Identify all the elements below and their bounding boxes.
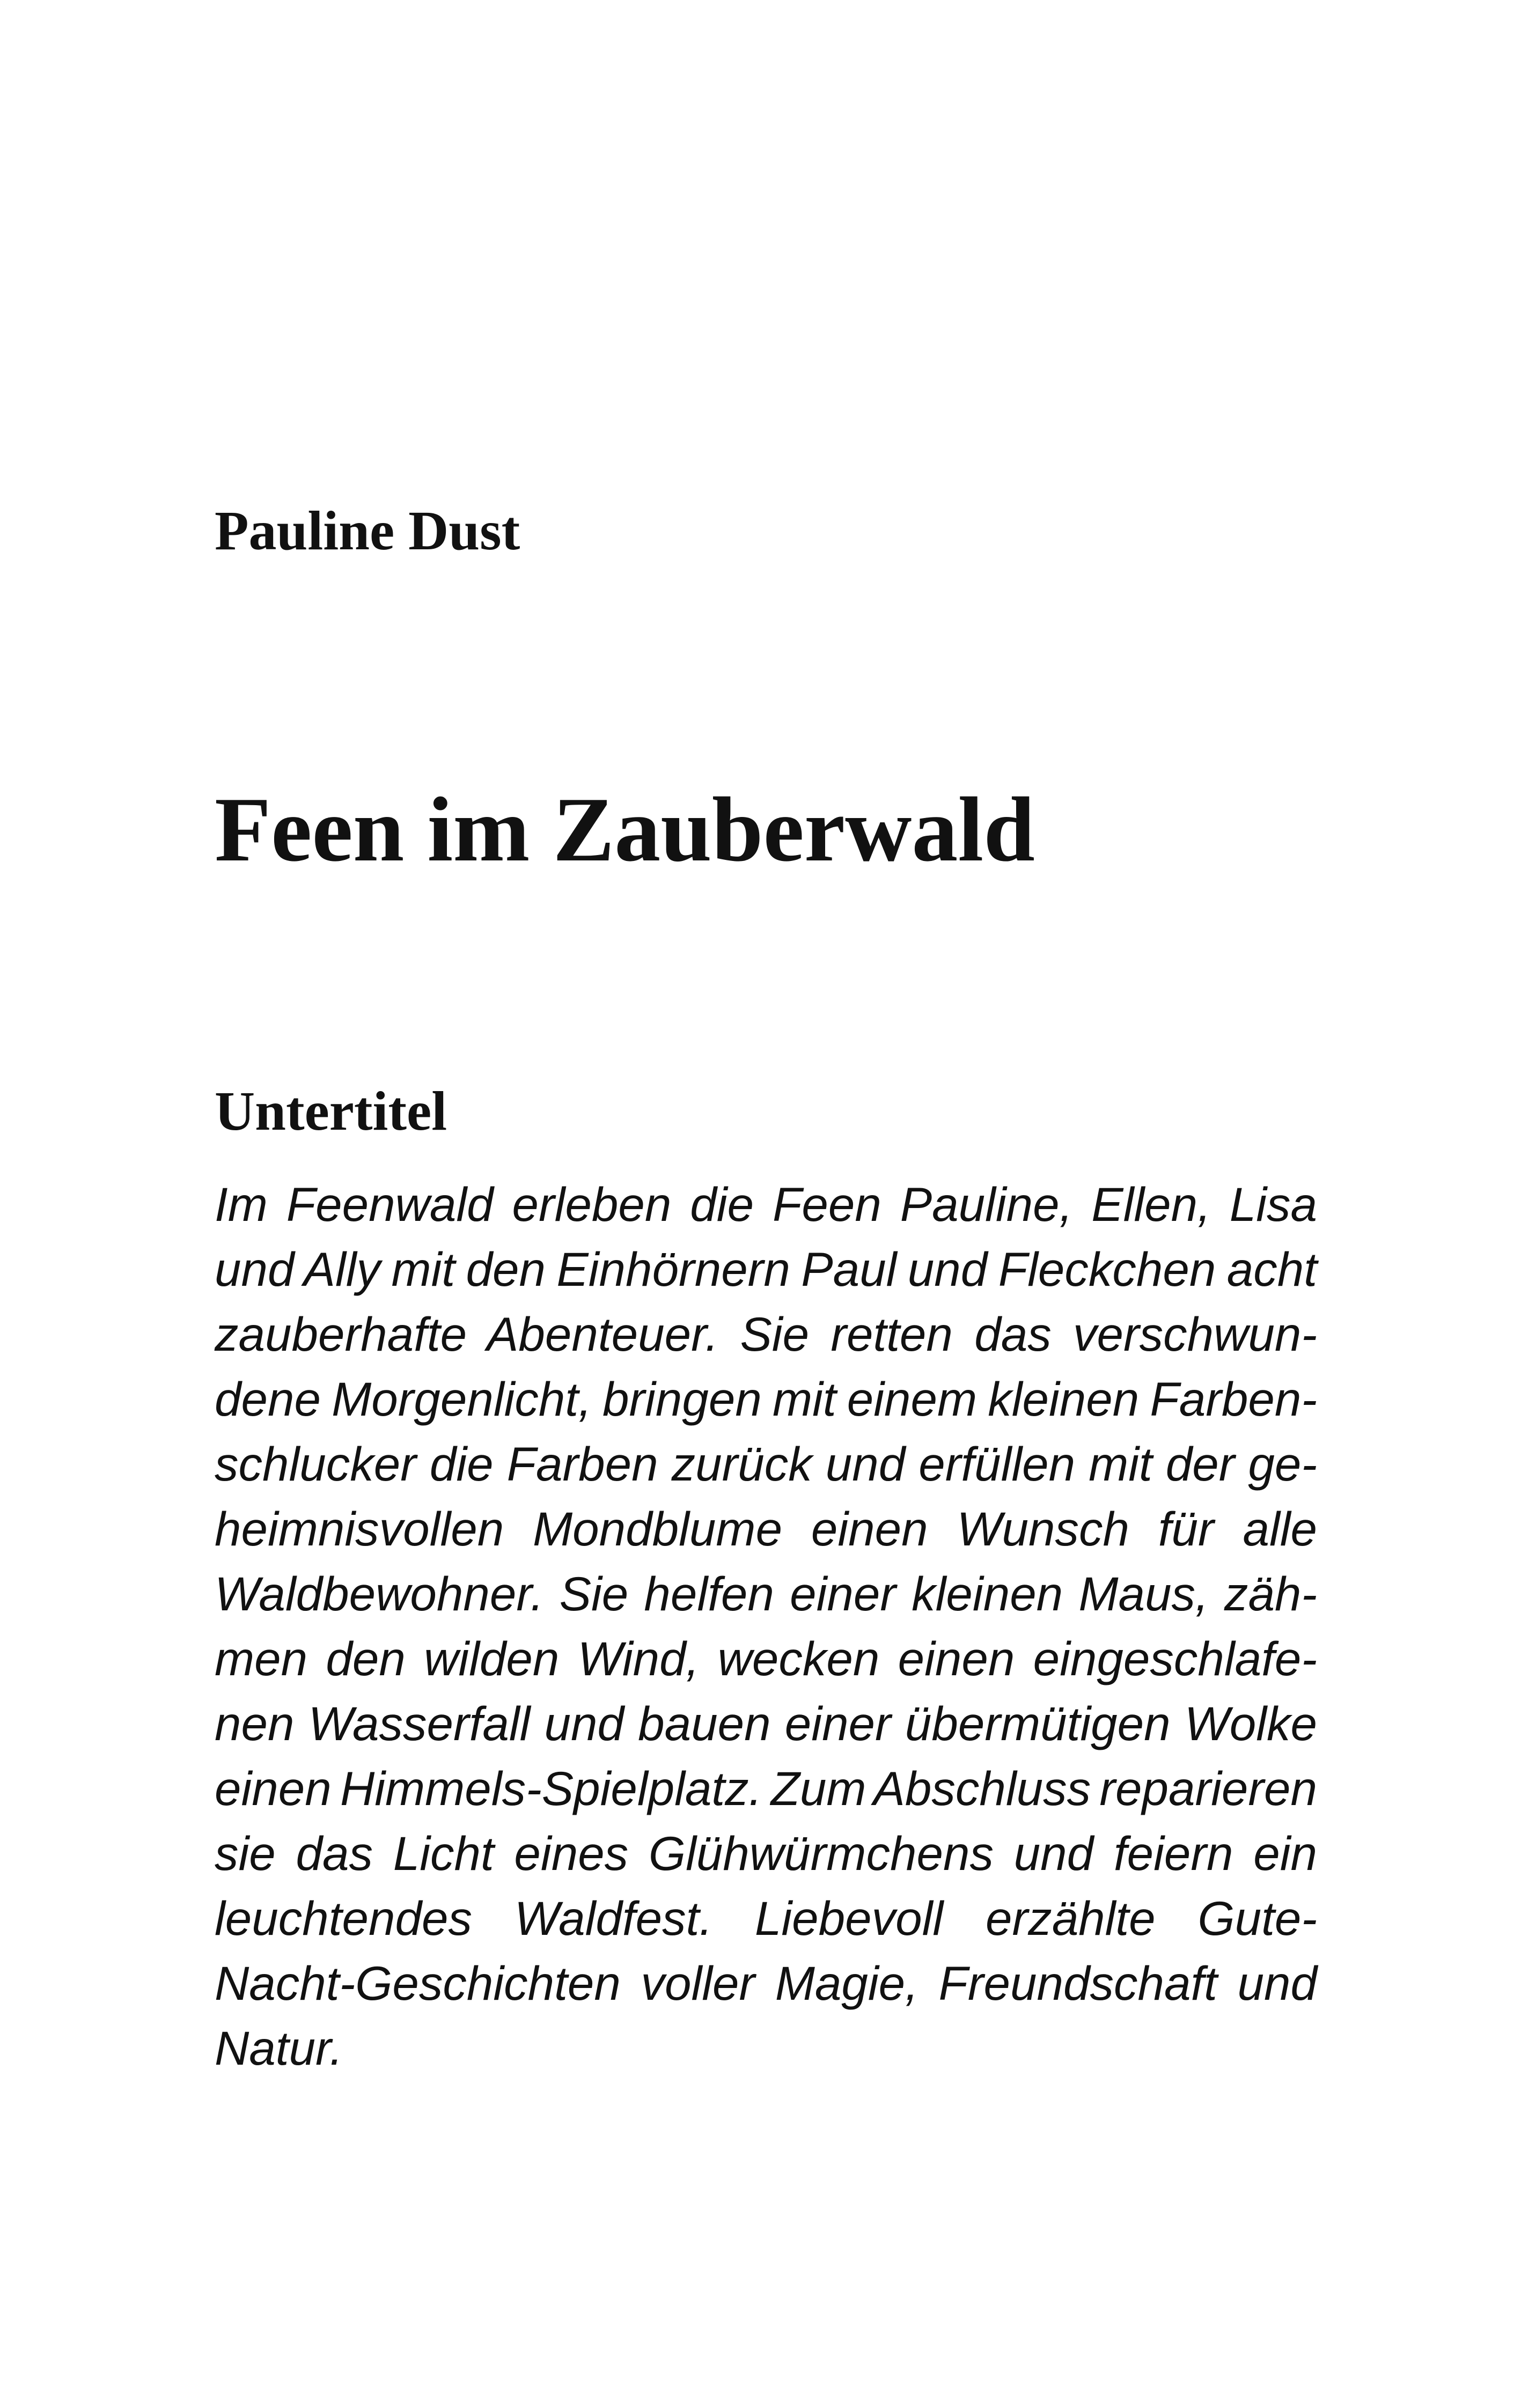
description-line: einen Himmels-Spielplatz. Zum Abschluss reparieren (215, 1762, 1317, 1815)
description-line: sie das Licht eines Glühwürmchens und feiern ein (215, 1827, 1317, 1880)
description-line: men den wilden Wind, wecken einen eingeschlafe- (215, 1632, 1317, 1685)
description-line: zauberhafte Abenteuer. Sie retten das verschwun- (215, 1307, 1317, 1361)
description-line: schlucker die Farben zurück und erfüllen mit der ge- (215, 1437, 1317, 1491)
subtitle-heading: Untertitel (215, 1080, 447, 1142)
description-line: Waldbewohner. Sie helfen einer kleinen Maus, zäh- (215, 1567, 1317, 1621)
author-name: Pauline Dust (215, 500, 520, 562)
book-description (215, 1172, 1317, 2081)
description-line: leuchtendes Waldfest. Liebevoll erzählte Gute- (215, 1891, 1317, 1945)
description-line: Im Feenwald erleben die Feen Pauline, Ellen, Lisa (215, 1177, 1317, 1231)
description-line: nen Wasserfall und bauen einer übermütigen Wolke (215, 1697, 1317, 1750)
description-line: und Ally mit den Einhörnern Paul und Fleckchen acht (215, 1242, 1317, 1296)
description-line: dene Morgenlicht, bringen mit einem kleinen Farben- (215, 1372, 1317, 1426)
description-line: heimnisvollen Mondblume einen Wunsch für alle (215, 1502, 1317, 1556)
description-line: Natur. (215, 2021, 343, 2075)
description-line: Nacht-Geschichten voller Magie, Freundschaft und (215, 1956, 1317, 2010)
book-title: Feen im Zauberwald (215, 779, 1035, 881)
